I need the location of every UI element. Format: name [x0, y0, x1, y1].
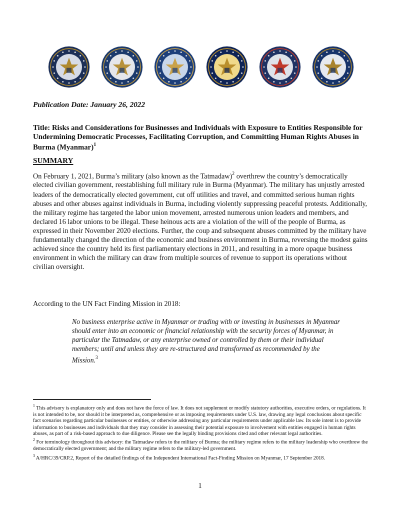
seal-department-of-homeland-security: [259, 46, 301, 88]
un-quote: [72, 318, 340, 366]
seal-department-of-commerce: [154, 46, 196, 88]
advisory-title-text: Title: Risks and Considerations for Businesses and Individuals with Exposure to Entities Responsible for Undermining Democratic Processes, Facilitating Corruption, and Committing Human Rights Abuses in Burma (Myanmar): [33, 123, 363, 152]
footnote-2: [33, 437, 368, 452]
footnote-ref-3: 3: [95, 356, 98, 362]
footnote-2-text: For terminology throughout this advisory: the Tatmadaw refers to the military of Burma; the military regime refers to the military leadership who overthrew the democratically elected government; and the military regime refers to the military-led government.: [33, 439, 368, 453]
summary-paragraph-rest: overthrew the country’s democratically elected civilian government, reestablishing full military rule in Burma (Myanmar). The military has unjustly arrested leaders of the democratically elected government, cut off utilities and travel, and committed serious human rights abuses and other abuses against individuals in Burma, including violently suppressing peaceful protests. Additionally, the military regime has targeted the labor union movement, arrested numerous union leaders and members, and declared 16 labor unions to be illegal. These heinous acts are a violation of the will of the people of Burma, as expressed in their November 2020 elections. Further, the coup and subsequent abuses committed by the military have fundamentally changed the direction of the economic and business environment in Burma, reversing the modest gains achieved since the country held its first parliamentary elections in 2011, and resulting in a more opaque business environment in which the military can draw from multiple sources of revenue to support its operations without civilian oversight.: [33, 172, 368, 272]
page-number: 1: [198, 482, 202, 490]
seal-department-of-state: [48, 46, 90, 88]
footnote-1-number: 1: [33, 404, 35, 408]
seal-department-of-labor: [206, 46, 248, 88]
seal-department-of-the-treasury: [101, 46, 143, 88]
footnotes: [33, 403, 368, 462]
seal-office-of-the-us-trade-representative: [312, 46, 354, 88]
footnote-ref-2: 2: [232, 172, 235, 177]
summary-paragraph-start: On February 1, 2021, Burma’s military (also known as the Tatmadaw): [33, 172, 233, 181]
footnote-divider: [33, 399, 151, 400]
footnote-3-number: 3: [33, 453, 35, 458]
un-intro-paragraph: According to the UN Fact Finding Mission in 2018:: [33, 300, 181, 308]
advisory-title: [33, 123, 368, 152]
footnote-3-text: A/HRC/39/CRP.2, Report of the detailed findings of the Independent International Fact-Finding Mission on Myanmar, 17 September 2018.: [35, 455, 326, 462]
summary-heading: SUMMARY: [33, 156, 74, 165]
summary-paragraph: [33, 170, 368, 272]
footnote-ref-1: 1: [93, 143, 97, 149]
footnote-3: [33, 453, 368, 462]
agency-seals-row: [48, 44, 354, 90]
footnote-1-text: This advisory is explanatory only and does not have the force of law. It does not supplement or modify statutory authorities, executive orders, or regulations. It is not intended to be, nor should it be interpreted as, comprehensive or as imposing requirements under U.S. law, drawing any legal conclusions about specific fact scenarios regarding particular businesses or entities, or otherwise addressing any particular requirements under applicable law. Its sole intent is to provide information to businesses and individuals that they may consider in assessing their potential exposure to involvement with entities engaged in human rights abuses, as part of a risk-based approach to due diligence. Please see the legally binding provisions cited and other relevant legal authorities.: [33, 405, 366, 437]
footnote-2-number: 2: [33, 438, 35, 443]
publication-date: Publication Date: January 26, 2022: [33, 100, 146, 109]
footnote-1: [33, 403, 368, 437]
un-quote-text: No business enterprise active in Myanmar or trading with or investing in businesses in Myanmar should enter into an economic or financial relationship with the security forces of Myanmar, in particular the Tatmadaw, or any enterprise owned or controlled by them or their individual members; until and unless they are re-structured and transformed as recommended by the Mission.: [72, 319, 340, 365]
